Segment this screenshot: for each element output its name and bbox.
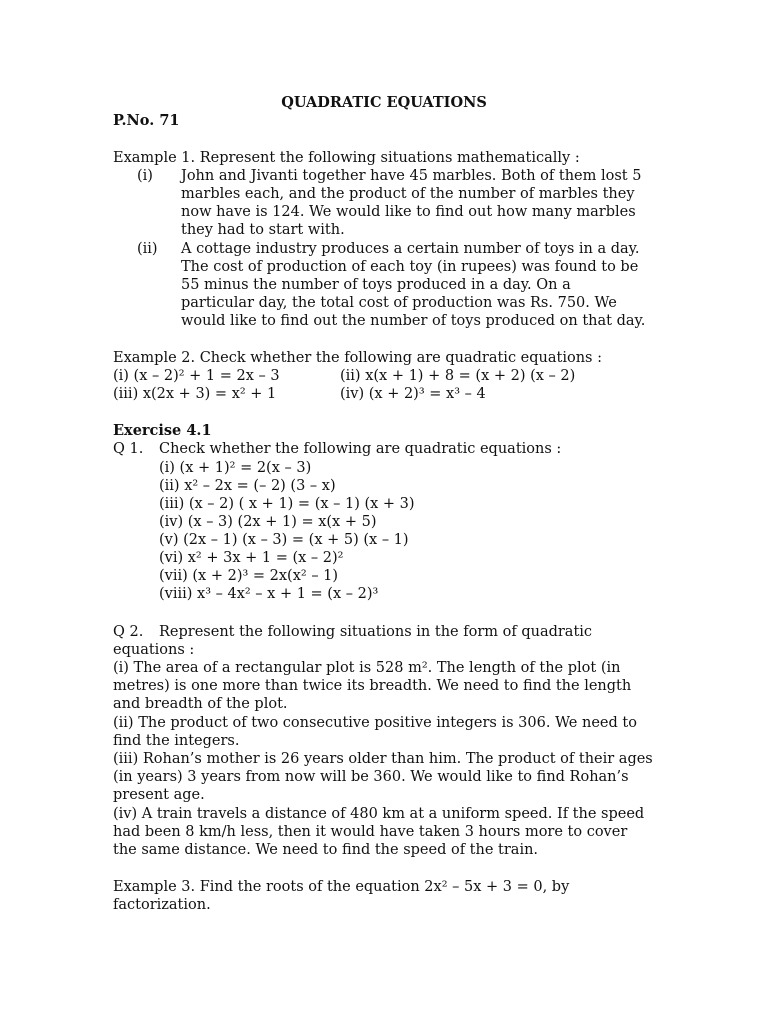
question-2-label: Q 2. <box>113 624 144 640</box>
question-2-line: (iii) Rohan’s mother is 26 years older than him. The product of their ages <box>113 751 653 767</box>
question-1-item: (v) (2x – 1) (x – 3) = (x + 5) (x – 1) <box>159 532 409 548</box>
example-1-heading: Example 1. Represent the following situations mathematically : <box>113 150 580 166</box>
page-number: P.No. 71 <box>113 112 180 129</box>
example-3-line: Example 3. Find the roots of the equation 2x² – 5x + 3 = 0, by <box>113 879 570 895</box>
question-2-line: (in years) 3 years from now will be 360. We would like to find Rohan’s <box>113 769 629 785</box>
example-1-item-i-line: John and Jivanti together have 45 marbles. Both of them lost 5 <box>181 168 642 184</box>
question-2-line: equations : <box>113 642 195 658</box>
question-2-line: find the integers. <box>113 733 240 749</box>
example-2-item: (i) (x – 2)² + 1 = 2x – 3 <box>113 368 280 384</box>
question-2-line: and breadth of the plot. <box>113 696 288 712</box>
exercise-heading: Exercise 4.1 <box>113 422 212 439</box>
example-1-item-ii-line: 55 minus the number of toys produced in a day. On a <box>181 277 571 293</box>
example-2-item: (iii) x(2x + 3) = x² + 1 <box>113 386 277 402</box>
example-2-heading: Example 2. Check whether the following are quadratic equations : <box>113 350 602 366</box>
question-2-line: Represent the following situations in the form of quadratic <box>159 624 593 640</box>
question-2-line: the same distance. We need to find the speed of the train. <box>113 842 539 858</box>
question-1-item: (ii) x² – 2x = (– 2) (3 – x) <box>159 478 336 494</box>
question-1-text: Check whether the following are quadratic equations : <box>159 441 562 457</box>
question-1-item: (vi) x² + 3x + 1 = (x – 2)² <box>159 550 344 566</box>
question-2-line: present age. <box>113 787 205 803</box>
question-2-line: (iv) A train travels a distance of 480 km at a uniform speed. If the speed <box>113 806 645 822</box>
example-1-item-ii-line: The cost of production of each toy (in rupees) was found to be <box>181 259 639 275</box>
example-2-item: (iv) (x + 2)³ = x³ – 4 <box>340 386 486 402</box>
example-1-item-ii-line: would like to find out the number of toys produced on that day. <box>181 313 646 329</box>
example-1-item-ii-line: particular day, the total cost of production was Rs. 750. We <box>181 295 617 311</box>
example-1-item-ii-line: A cottage industry produces a certain number of toys in a day. <box>181 241 640 257</box>
example-1-item-i-line: marbles each, and the product of the number of marbles they <box>181 186 635 202</box>
question-1-item: (vii) (x + 2)³ = 2x(x² – 1) <box>159 568 339 584</box>
question-2-line: (ii) The product of two consecutive positive integers is 306. We need to <box>113 715 637 731</box>
page-title: QUADRATIC EQUATIONS <box>281 94 487 111</box>
example-3-line: factorization. <box>113 897 211 913</box>
question-1-label: Q 1. <box>113 441 144 457</box>
example-1-item-i-line: now have is 124. We would like to find out how many marbles <box>181 204 636 220</box>
example-1-item-i-label: (i) <box>137 168 153 184</box>
question-1-item: (viii) x³ – 4x² – x + 1 = (x – 2)³ <box>159 586 379 602</box>
example-1-item-i-line: they had to start with. <box>181 222 345 238</box>
question-1-item: (iii) (x – 2) ( x + 1) = (x – 1) (x + 3) <box>159 496 415 512</box>
example-2-item: (ii) x(x + 1) + 8 = (x + 2) (x – 2) <box>340 368 576 384</box>
question-1-item: (i) (x + 1)² = 2(x – 3) <box>159 460 312 476</box>
question-2-line: metres) is one more than twice its breadth. We need to find the length <box>113 678 632 694</box>
question-2-line: had been 8 km/h less, then it would have taken 3 hours more to cover <box>113 824 628 840</box>
question-2-line: (i) The area of a rectangular plot is 528 m². The length of the plot (in <box>113 660 621 676</box>
question-1-item: (iv) (x – 3) (2x + 1) = x(x + 5) <box>159 514 377 530</box>
example-1-item-ii-label: (ii) <box>137 241 158 257</box>
